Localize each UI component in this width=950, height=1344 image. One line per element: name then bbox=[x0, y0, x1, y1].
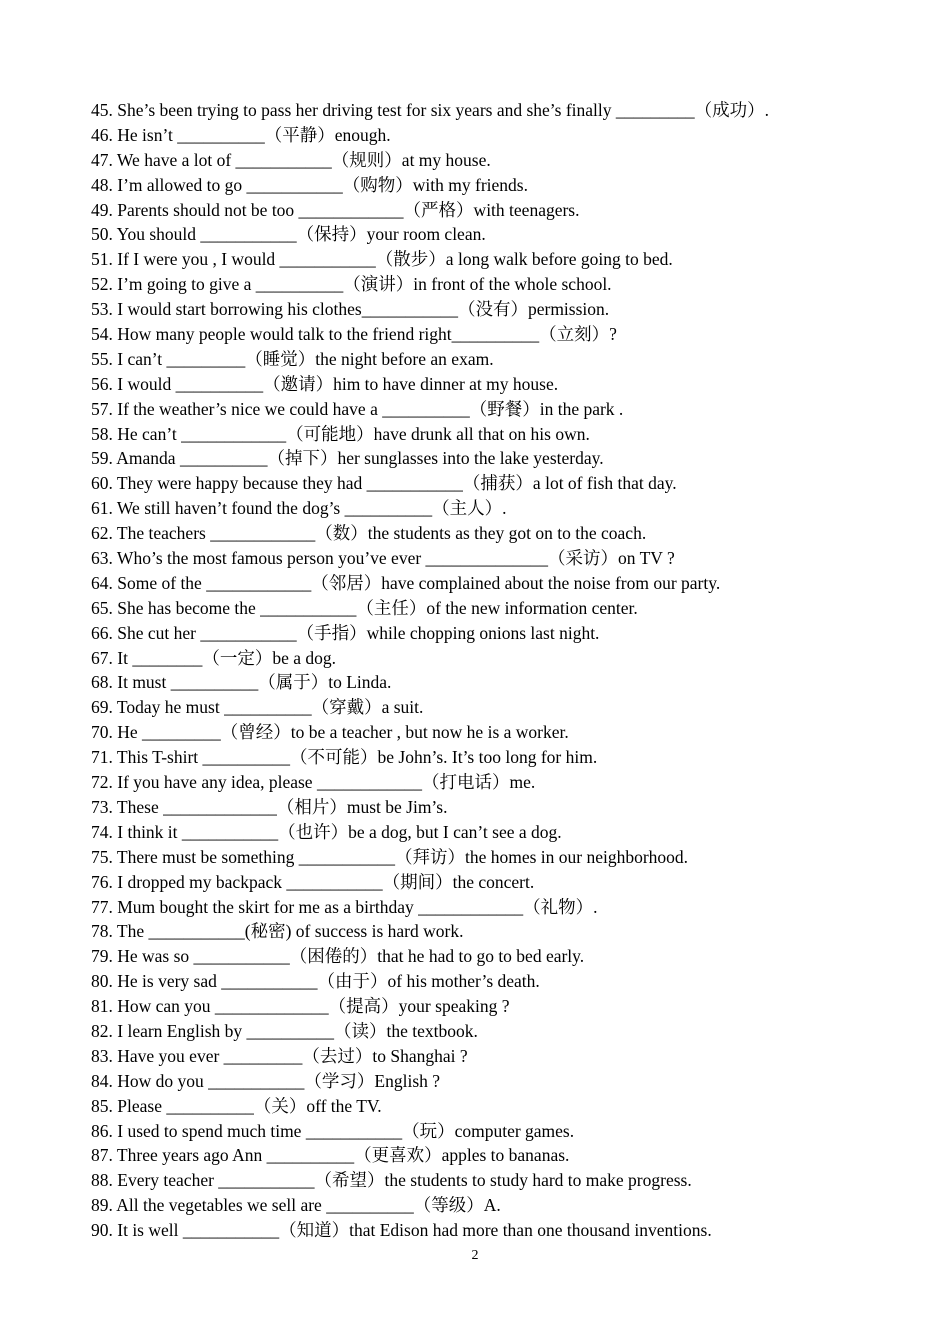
exercise-item: 52. I’m going to give a __________（演讲）in front of the whole school. bbox=[91, 274, 612, 295]
exercise-item: 62. The teachers ____________（数）the students as they got on to the coach. bbox=[91, 523, 647, 544]
exercise-item: 88. Every teacher ___________（希望）the students to study hard to make progress. bbox=[91, 1170, 692, 1191]
exercise-item: 73. These _____________（相片）must be Jim’s. bbox=[91, 796, 448, 817]
exercise-item: 83. Have you ever _________（去过）to Shanghai ? bbox=[91, 1045, 468, 1066]
exercise-item: 78. The ___________(秘密) of success is hard work. bbox=[91, 921, 464, 942]
exercise-item: 74. I think it ___________（也许）be a dog, but I can’t see a dog. bbox=[91, 821, 562, 842]
exercise-item: 64. Some of the ____________（邻居）have complained about the noise from our party. bbox=[91, 572, 721, 593]
exercise-item: 85. Please __________（关）off the TV. bbox=[91, 1095, 382, 1116]
exercise-list bbox=[91, 98, 911, 1243]
exercise-item: 46. He isn’t __________（平静）enough. bbox=[91, 124, 391, 145]
exercise-item: 59. Amanda __________（掉下）her sunglasses into the lake yesterday. bbox=[91, 448, 604, 469]
exercise-item: 49. Parents should not be too ____________（严格）with teenagers. bbox=[91, 199, 580, 220]
exercise-item: 65. She has become the ___________（主任）of the new information center. bbox=[91, 597, 638, 618]
exercise-item: 50. You should ___________（保持）your room clean. bbox=[91, 224, 486, 245]
exercise-item: 69. Today he must __________（穿戴）a suit. bbox=[91, 697, 424, 718]
exercise-item: 82. I learn English by __________（读）the textbook. bbox=[91, 1020, 478, 1041]
exercise-item: 63. Who’s the most famous person you’ve ever ______________（采访）on TV ? bbox=[91, 548, 675, 569]
exercise-item: 68. It must __________（属于）to Linda. bbox=[91, 672, 392, 693]
exercise-item: 60. They were happy because they had ___________（捕获）a lot of fish that day. bbox=[91, 473, 677, 494]
exercise-item: 89. All the vegetables we sell are __________（等级）A. bbox=[91, 1195, 501, 1216]
exercise-item: 56. I would __________（邀请）him to have dinner at my house. bbox=[91, 373, 559, 394]
exercise-item: 79. He was so ___________（困倦的）that he had to go to bed early. bbox=[91, 946, 585, 967]
exercise-item: 53. I would start borrowing his clothes___________（没有）permission. bbox=[91, 299, 610, 320]
exercise-item: 90. It is well ___________（知道）that Edison had more than one thousand inventions. bbox=[91, 1220, 712, 1241]
exercise-item: 86. I used to spend much time ___________（玩）computer games. bbox=[91, 1120, 575, 1141]
exercise-item: 72. If you have any idea, please ____________（打电话）me. bbox=[91, 772, 536, 793]
exercise-item: 61. We still haven’t found the dog’s __________（主人）. bbox=[91, 498, 507, 519]
exercise-item: 47. We have a lot of ___________（规则）at my house. bbox=[91, 149, 491, 170]
exercise-item: 87. Three years ago Ann __________（更喜欢）apples to bananas. bbox=[91, 1145, 570, 1166]
exercise-item: 57. If the weather’s nice we could have a __________（野餐）in the park . bbox=[91, 398, 624, 419]
exercise-item: 84. How do you ___________（学习）English ? bbox=[91, 1070, 441, 1091]
exercise-item: 76. I dropped my backpack ___________（期间）the concert. bbox=[91, 871, 535, 892]
exercise-item: 75. There must be something ___________（拜访）the homes in our neighborhood. bbox=[91, 846, 689, 867]
exercise-item: 80. He is very sad ___________（由于）of his mother’s death. bbox=[91, 971, 540, 992]
exercise-item: 51. If I were you , I would ___________（散步）a long walk before going to bed. bbox=[91, 249, 673, 270]
exercise-item: 55. I can’t _________（睡觉）the night before an exam. bbox=[91, 348, 494, 369]
page-number: 2 bbox=[471, 1248, 479, 1263]
exercise-item: 71. This T-shirt __________（不可能）be John’s. It’s too long for him. bbox=[91, 747, 598, 768]
exercise-item: 67. It ________（一定）be a dog. bbox=[91, 647, 336, 668]
exercise-item: 77. Mum bought the skirt for me as a birthday ____________（礼物）. bbox=[91, 896, 598, 917]
exercise-item: 58. He can’t ____________（可能地）have drunk all that on his own. bbox=[91, 423, 590, 444]
exercise-item: 54. How many people would talk to the friend right__________（立刻）? bbox=[91, 324, 617, 345]
exercise-item: 81. How can you _____________（提高）your speaking ? bbox=[91, 996, 510, 1017]
exercise-item: 70. He _________（曾经）to be a teacher , but now he is a worker. bbox=[91, 722, 569, 743]
exercise-item: 45. She’s been trying to pass her driving test for six years and she’s finally _________（成功）. bbox=[91, 100, 770, 120]
exercise-item: 48. I’m allowed to go ___________（购物）with my friends. bbox=[91, 174, 528, 195]
exercise-item: 66. She cut her ___________（手指）while chopping onions last night. bbox=[91, 622, 600, 643]
